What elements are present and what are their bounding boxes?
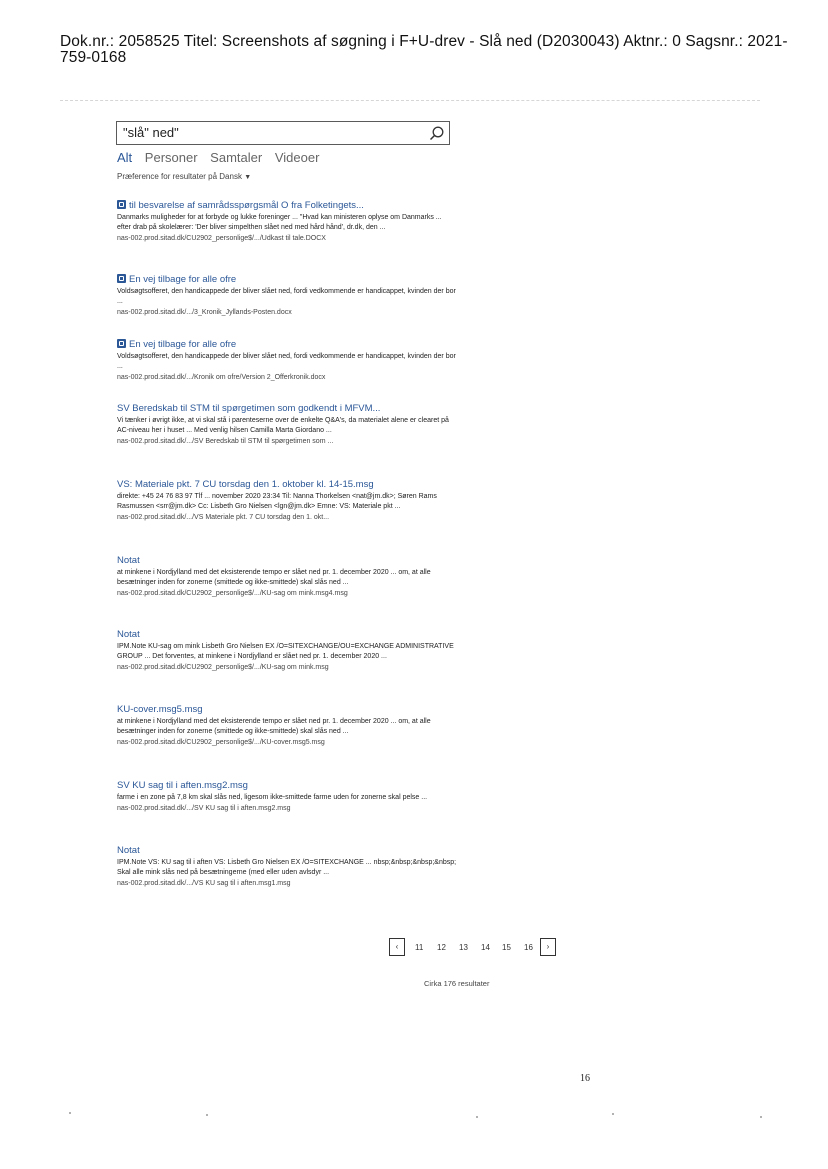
search-result — [117, 555, 457, 599]
result-title[interactable]: KU-cover.msg5.msg — [117, 704, 203, 715]
result-snippet: IPM.Note VS: KU sag til i aften VS: Lisbeth Gro Nielsen EX /O=SITEXCHANGE ... nbsp;&nbsp;&nbsp;&nbsp; Skal alle mink slås ned på besætningerne (med eller uden avlsdyr ... — [117, 859, 457, 876]
tab-samtaler[interactable]: Samtaler — [210, 150, 263, 165]
search-result — [117, 274, 457, 318]
word-document-icon — [117, 274, 126, 283]
result-title[interactable] — [117, 200, 457, 212]
search-result — [117, 479, 457, 523]
tab-personer[interactable]: Personer — [144, 150, 198, 165]
scan-speck — [612, 1113, 614, 1115]
result-snippet: Danmarks muligheder for at forbyde og lukke foreninger ... "Hvad kan ministeren oplyse om Danmarks ... efter drab på skolelærer: 'Der bliver simpelthen slået ned med hård hånd', dr.dk, den ... — [117, 214, 442, 231]
scan-speck — [760, 1116, 762, 1118]
result-title[interactable] — [117, 339, 457, 351]
result-snippet: farme i en zone på 7,8 km skal slås ned, ligesom ikke-smittede farme uden for zonerne skal pelse ... — [117, 794, 428, 801]
search-result — [117, 339, 457, 383]
search-icon[interactable] — [428, 125, 445, 142]
page-number: 16 — [580, 1073, 590, 1084]
search-box[interactable] — [116, 121, 450, 145]
result-title[interactable]: Notat — [117, 555, 140, 566]
scan-speck — [476, 1116, 478, 1118]
result-count: Cirka 176 resultater — [424, 979, 490, 988]
result-title[interactable]: SV KU sag til i aften.msg2.msg — [117, 780, 248, 791]
result-snippet: Vi tænker i øvrigt ikke, at vi skal stå i parenteserne over de enkelte Q&A's, da materialet alene er clearet på AC-niveau her i huset ... Med venlig hilsen Camilla Marta Giordano ... — [117, 417, 449, 434]
result-snippet: at minkene i Nordjylland med det eksisterende tempo er slået ned pr. 1. december 2020 ... om, at alle besætninger inden for zonerne (smittede og ikke-smittede) skal slås ned ... — [117, 569, 431, 586]
result-snippet: at minkene i Nordjylland med det eksisterende tempo er slået ned pr. 1. december 2020 ... om, at alle besætninger inden for zonerne (smittede og ikke-smittede) skal slås ned ... — [117, 718, 431, 735]
search-result — [117, 780, 457, 814]
result-title-text[interactable]: til besvarelse af samrådsspørgsmål O fra Folketingets... — [129, 200, 364, 211]
result-title[interactable] — [117, 274, 457, 286]
search-input[interactable]: "slå" ned" — [123, 125, 179, 140]
result-url: nas-002.prod.sitad.dk/.../VS Materiale pkt. 7 CU torsdag den 1. okt... — [117, 514, 330, 521]
result-url: nas-002.prod.sitad.dk/CU2902_personlige$/.../KU-sag om mink.msg4.msg — [117, 590, 348, 597]
header-divider — [60, 100, 760, 101]
result-title-text[interactable]: En vej tilbage for alle ofre — [129, 274, 237, 285]
result-title[interactable]: VS: Materiale pkt. 7 CU torsdag den 1. oktober kl. 14-15.msg — [117, 479, 374, 490]
result-title[interactable]: Notat — [117, 845, 140, 856]
result-url: nas-002.prod.sitad.dk/.../Kronik om ofre/Version 2_Offerkronik.docx — [117, 374, 326, 381]
language-preference[interactable] — [117, 172, 251, 181]
result-url: nas-002.prod.sitad.dk/.../SV Beredskab til STM til spørgetimen som ... — [117, 438, 334, 445]
prev-page-button[interactable]: ‹ — [389, 938, 405, 956]
next-page-button[interactable]: › — [540, 938, 556, 956]
result-url: nas-002.prod.sitad.dk/CU2902_personlige$/.../Udkast til tale.DOCX — [117, 235, 326, 242]
document-header-text: Dok.nr.: 2058525 Titel: Screenshots af søgning i F+U-drev - Slå ned (D2030043) Aktnr.: 0 Sagsnr.: 2021-759-0168 — [60, 33, 788, 66]
word-document-icon — [117, 339, 126, 348]
language-preference-label: Præference for resultater på Dansk — [117, 172, 242, 181]
search-result — [117, 704, 457, 748]
page-link[interactable]: 16 — [524, 943, 533, 952]
search-result — [117, 845, 457, 889]
tab-videoer[interactable]: Videoer — [274, 150, 320, 165]
result-url: nas-002.prod.sitad.dk/.../VS KU sag til i aften.msg1.msg — [117, 880, 291, 887]
result-snippet: Voldsøgtsofferet, den handicappede der bliver slået ned, fordi vedkommende er handicappet, kvinden der bor ... — [117, 353, 456, 370]
search-tabs — [117, 150, 328, 165]
tab-alt[interactable]: Alt — [117, 150, 133, 165]
scan-speck — [206, 1114, 208, 1116]
result-title-text[interactable]: En vej tilbage for alle ofre — [129, 339, 237, 350]
result-snippet: IPM.Note KU-sag om mink Lisbeth Gro Nielsen EX /O=SITEXCHANGE/OU=EXCHANGE ADMINISTRATIVE GROUP ... Det forventes, at minkene i Nordjylland er slået ned pr. 1. december 2020 ... — [117, 643, 454, 660]
search-result — [117, 629, 457, 673]
page-link-current[interactable]: 15 — [502, 943, 511, 952]
search-result — [117, 200, 457, 244]
result-snippet: Voldsøgtsofferet, den handicappede der bliver slået ned, fordi vedkommende er handicappet, kvinden der bor ... — [117, 288, 456, 305]
result-url: nas-002.prod.sitad.dk/CU2902_personlige$/.../KU-sag om mink.msg — [117, 664, 329, 671]
result-title[interactable]: SV Beredskab til STM til spørgetimen som godkendt i MFVM... — [117, 403, 381, 414]
result-url: nas-002.prod.sitad.dk/.../SV KU sag til i aften.msg2.msg — [117, 805, 291, 812]
result-url: nas-002.prod.sitad.dk/.../3_Kronik_Jyllands-Posten.docx — [117, 309, 292, 316]
chevron-down-icon: ▼ — [244, 174, 252, 181]
page-link[interactable]: 12 — [437, 943, 446, 952]
word-document-icon — [117, 200, 126, 209]
result-snippet: direkte: +45 24 76 83 97 Tlf ... november 2020 23:34 Til: Nanna Thorkelsen <nat@jm.dk>; Søren Rams Rasmussen <srr@jm.dk> Cc: Lisbeth Gro Nielsen <lgn@jm.dk> Emne: VS: Materiale pkt ... — [117, 493, 437, 510]
document-header — [60, 34, 800, 66]
scan-speck — [69, 1112, 71, 1114]
result-title[interactable]: Notat — [117, 629, 140, 640]
page-link[interactable]: 14 — [481, 943, 490, 952]
page-link[interactable]: 13 — [459, 943, 468, 952]
search-result — [117, 403, 457, 447]
page-link[interactable]: 11 — [415, 943, 424, 952]
result-url: nas-002.prod.sitad.dk/CU2902_personlige$/.../KU-cover.msg5.msg — [117, 739, 325, 746]
